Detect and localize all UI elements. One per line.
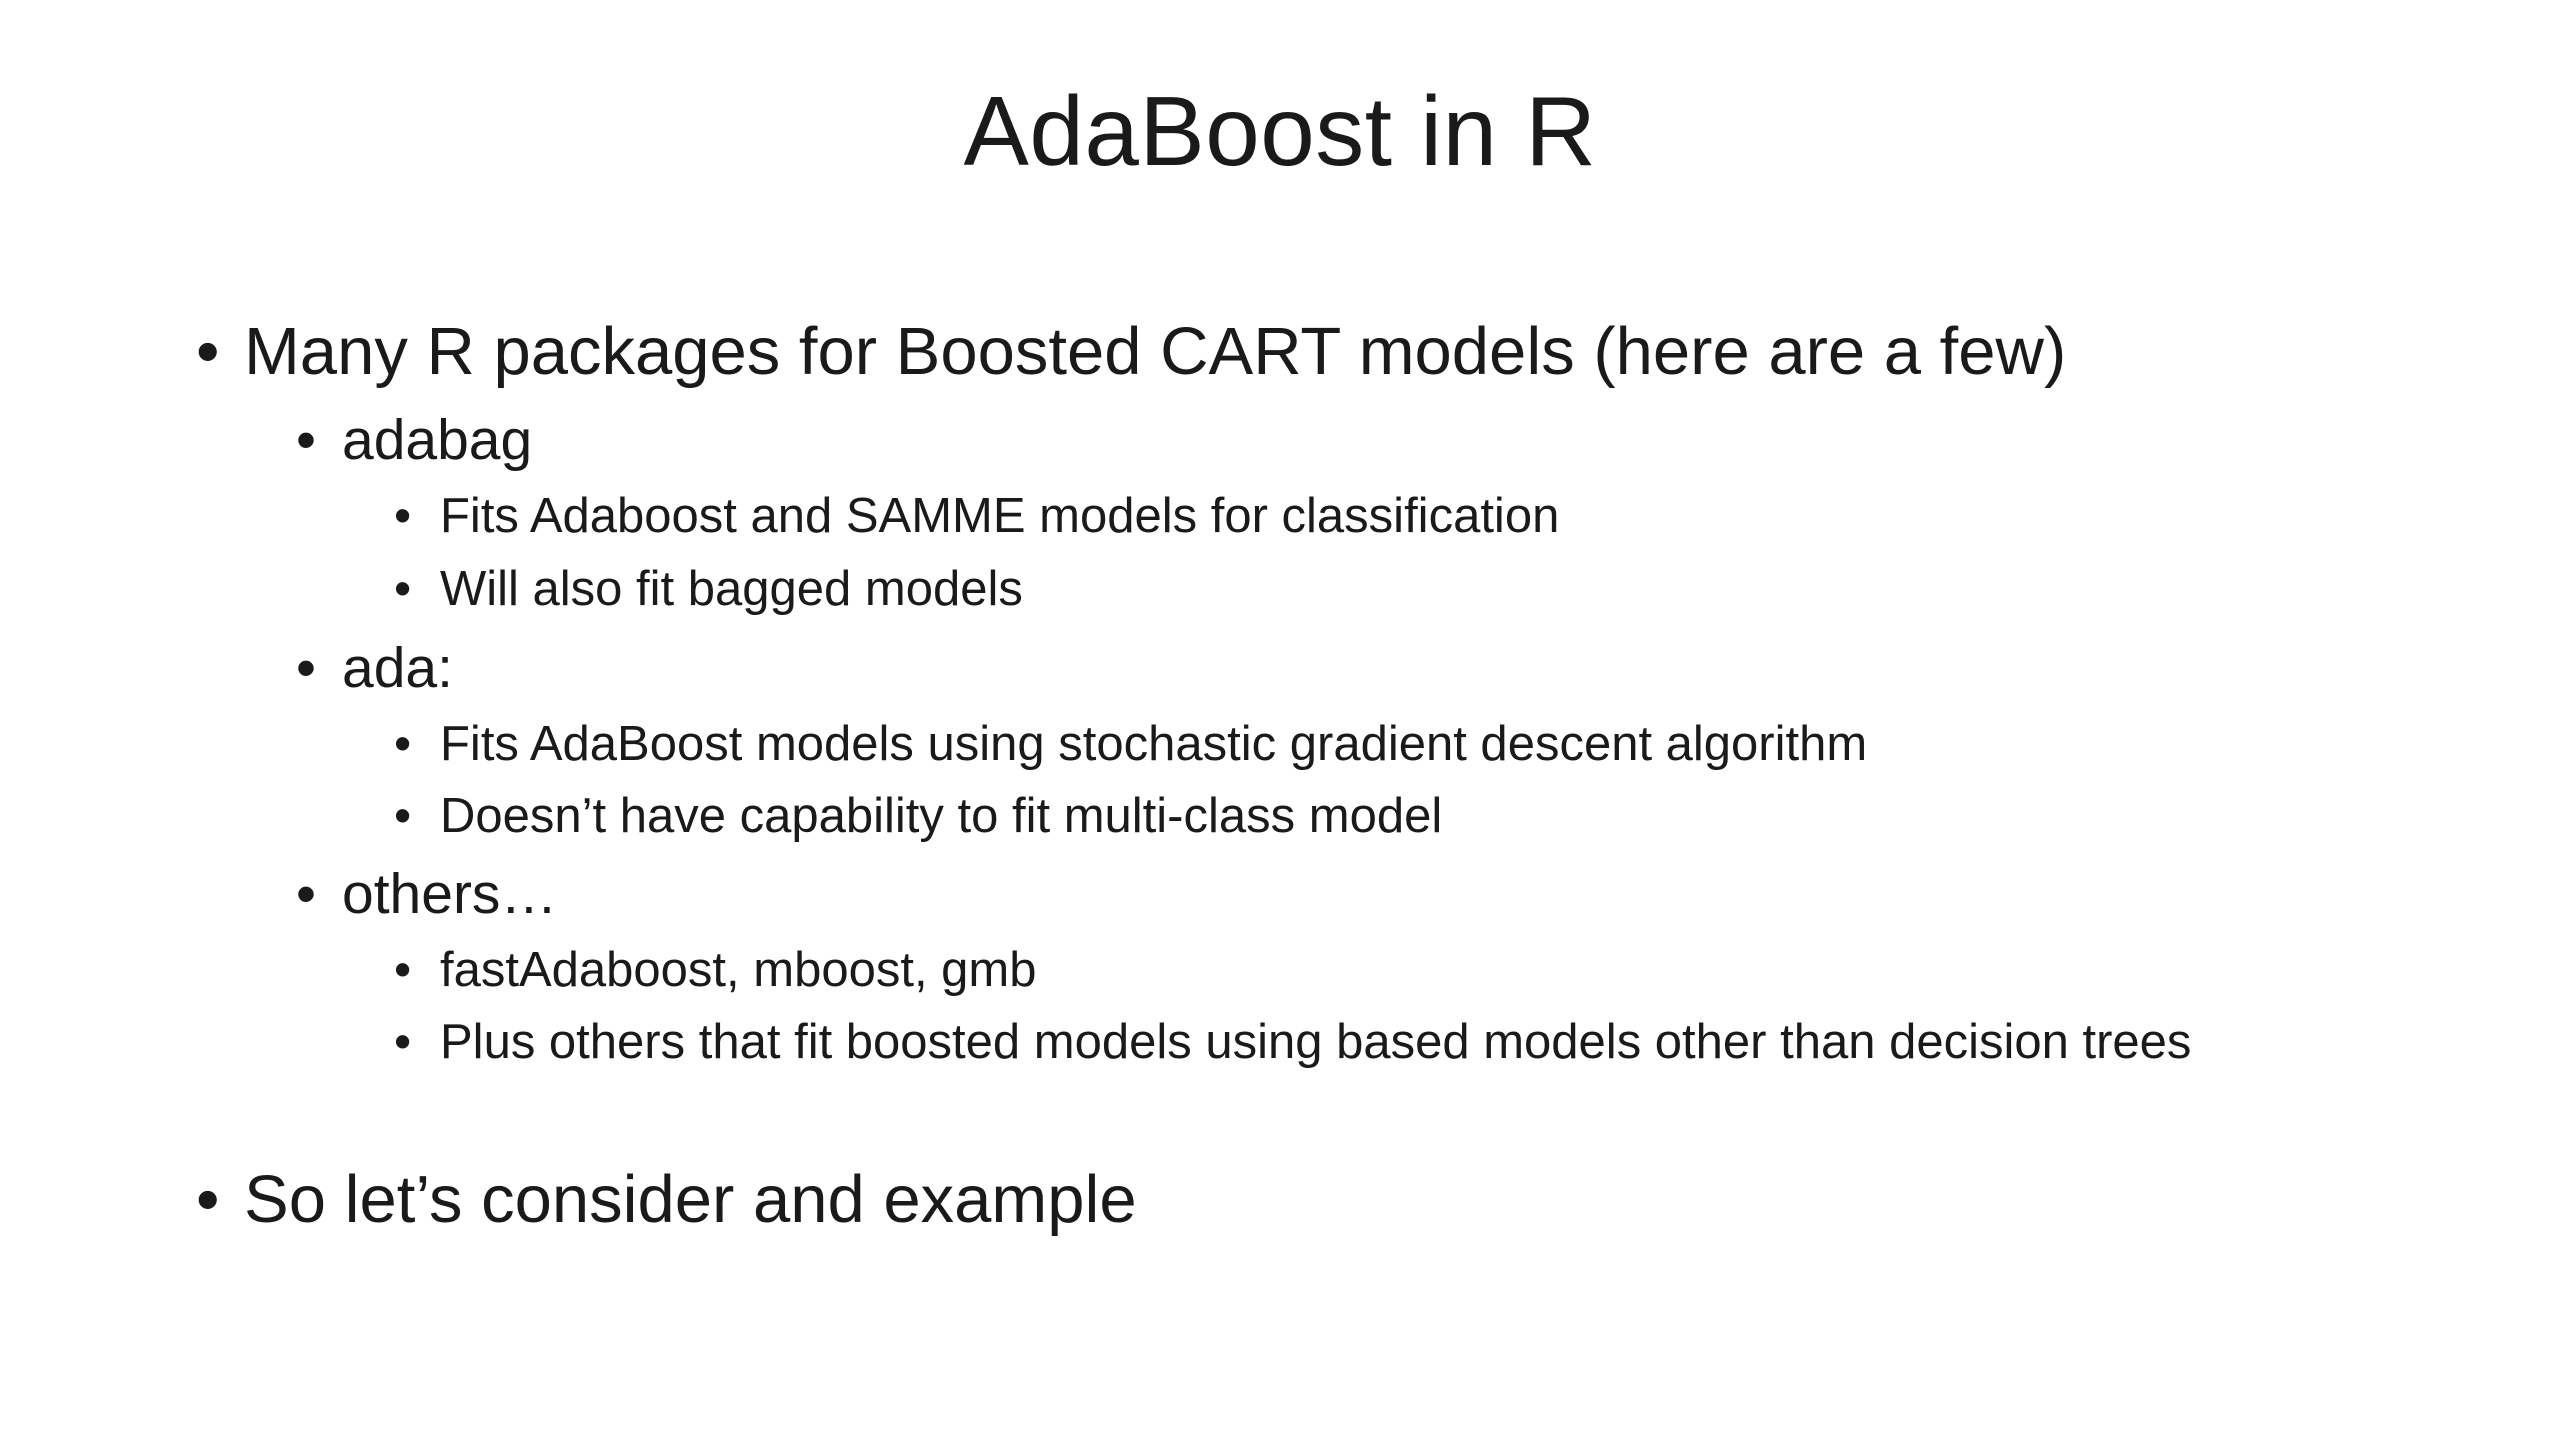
bullet-icon: • — [196, 1162, 220, 1237]
bullet-icon: • — [296, 408, 316, 472]
bullet-text: Will also fit bagged models — [440, 562, 1023, 616]
bullet-icon: • — [394, 717, 412, 771]
slide-title: AdaBoost in R — [963, 76, 1597, 186]
bullet-icon: • — [296, 636, 316, 700]
bullet-icon: • — [394, 489, 412, 543]
bullet-text: Fits AdaBoost models using stochastic gradient descent algorithm — [440, 717, 1868, 771]
bullet-icon: • — [394, 789, 412, 843]
bullet-icon: • — [394, 1015, 412, 1069]
bullet-icon: • — [394, 943, 412, 997]
bullet-text: Fits Adaboost and SAMME models for classification — [440, 489, 1560, 543]
bullet-text: fastAdaboost, mboost, gmb — [440, 943, 1037, 997]
bullet-icon: • — [196, 314, 220, 389]
bullet-text: Plus others that fit boosted models using based models other than decision trees — [440, 1015, 2192, 1069]
bullet-icon: • — [296, 862, 316, 926]
bullet-icon: • — [394, 562, 412, 616]
bullet-text: Many R packages for Boosted CART models (here are a few) — [244, 314, 2067, 389]
bullet-text: others… — [342, 862, 558, 926]
bullet-text: ada: — [342, 636, 453, 700]
bullet-text: So let’s consider and example — [244, 1162, 1137, 1237]
bullet-text: adabag — [342, 408, 533, 472]
bullet-text: Doesn’t have capability to fit multi-class model — [440, 789, 1443, 843]
